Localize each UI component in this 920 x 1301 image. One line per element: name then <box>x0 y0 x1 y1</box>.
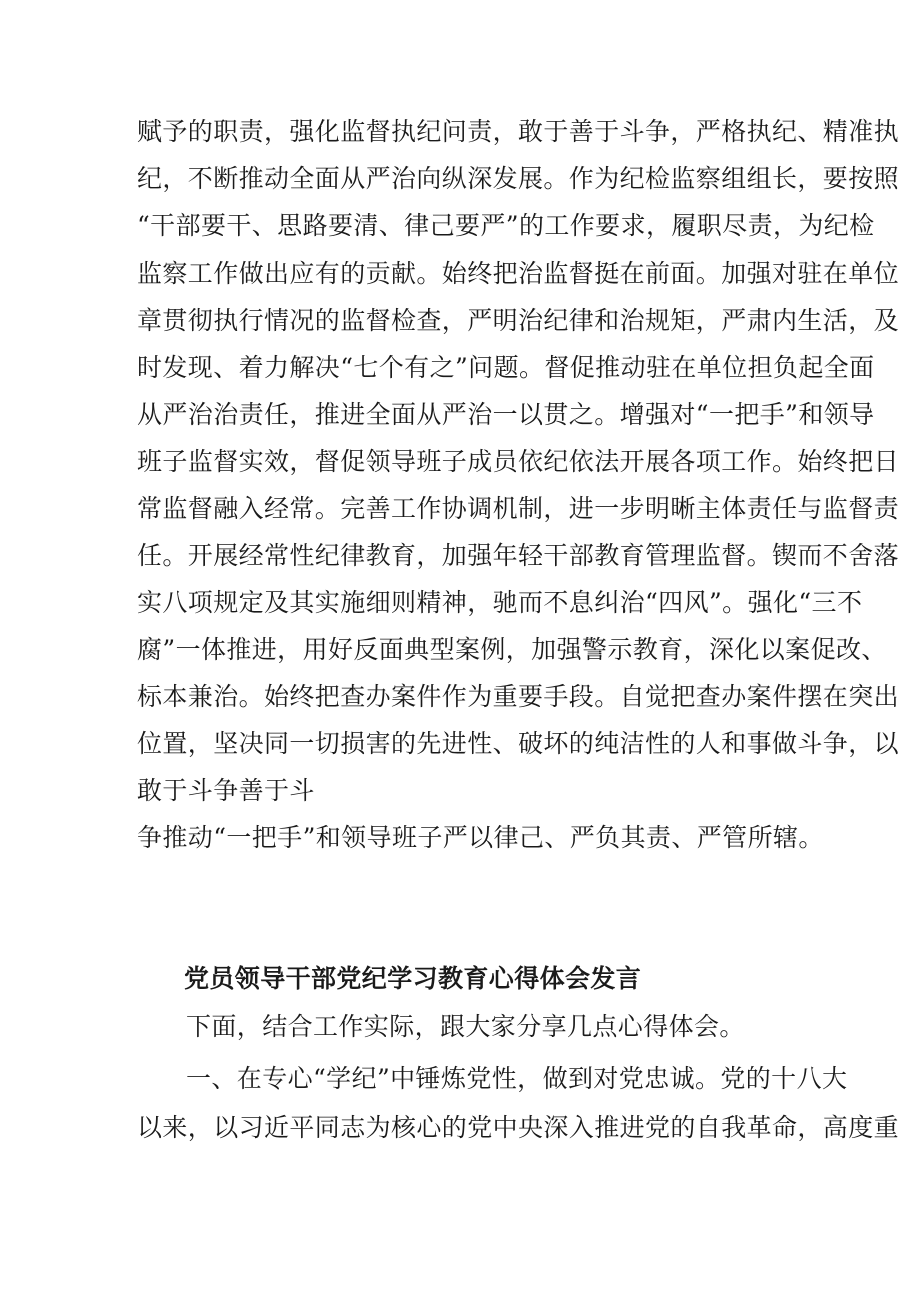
paragraph-line: 敢于斗争善于斗 <box>137 776 315 805</box>
paragraph-line: 标本兼治。始终把查办案件作为重要手段。自觉把查办案件摆在突出 <box>137 682 900 711</box>
paragraph-line: 腐”一体推进，用好反面典型案例，加强警示教育，深化以案促改、 <box>137 635 887 664</box>
paragraph-line: 从严治治责任，推进全面从严治一以贯之。增强对“一把手”和领导 <box>137 400 875 429</box>
paragraph-line: 纪，不断推动全面从严治向纵深发展。作为纪检监察组组长，要按照 <box>137 164 900 193</box>
paragraph-line: 争推动“一把手”和领导班子严以律己、严负其责、严管所辖。 <box>137 823 824 852</box>
section-title: 党员领导干部党纪学习教育心得体会发言 <box>184 964 642 993</box>
paragraph-line: 以来，以习近平同志为核心的党中央深入推进党的自我革命，高度重 <box>137 1113 900 1142</box>
paragraph-line: 实八项规定及其实施细则精神，驰而不息纠治“四风”。强化“三不 <box>137 588 863 617</box>
intro-paragraph: 下面，结合工作实际，跟大家分享几点心得体会。 <box>186 1012 745 1041</box>
paragraph-line: 时发现、着力解决“七个有之”问题。督促推动驻在单位担负起全面 <box>137 353 875 382</box>
paragraph-line: 监察工作做出应有的贡献。始终把治监督挺在前面。加强对驻在单位 <box>137 259 900 288</box>
paragraph-line: 任。开展经常性纪律教育，加强年轻干部教育管理监督。锲而不舍落 <box>137 541 900 570</box>
paragraph-line: 班子监督实效，督促领导班子成员依纪依法开展各项工作。始终把日 <box>137 447 900 476</box>
paragraph-line: 章贯彻执行情况的监督检查，严明治纪律和治规矩，严肃内生活，及 <box>137 306 900 335</box>
paragraph-line: 赋予的职责，强化监督执纪问责，敢于善于斗争，严格执纪、精准执 <box>137 117 900 146</box>
paragraph-line: 一、在专心“学纪”中锤炼党性，做到对党忠诚。党的十八大 <box>186 1064 848 1093</box>
paragraph-line: 位置，坚决同一切损害的先进性、破坏的纯洁性的人和事做斗争，以 <box>137 729 900 758</box>
paragraph-line: 常监督融入经常。完善工作协调机制，进一步明晰主体责任与监督责 <box>137 494 900 523</box>
paragraph-line: “干部要干、思路要清、律己要严”的工作要求，履职尽责，为纪检 <box>137 211 875 240</box>
